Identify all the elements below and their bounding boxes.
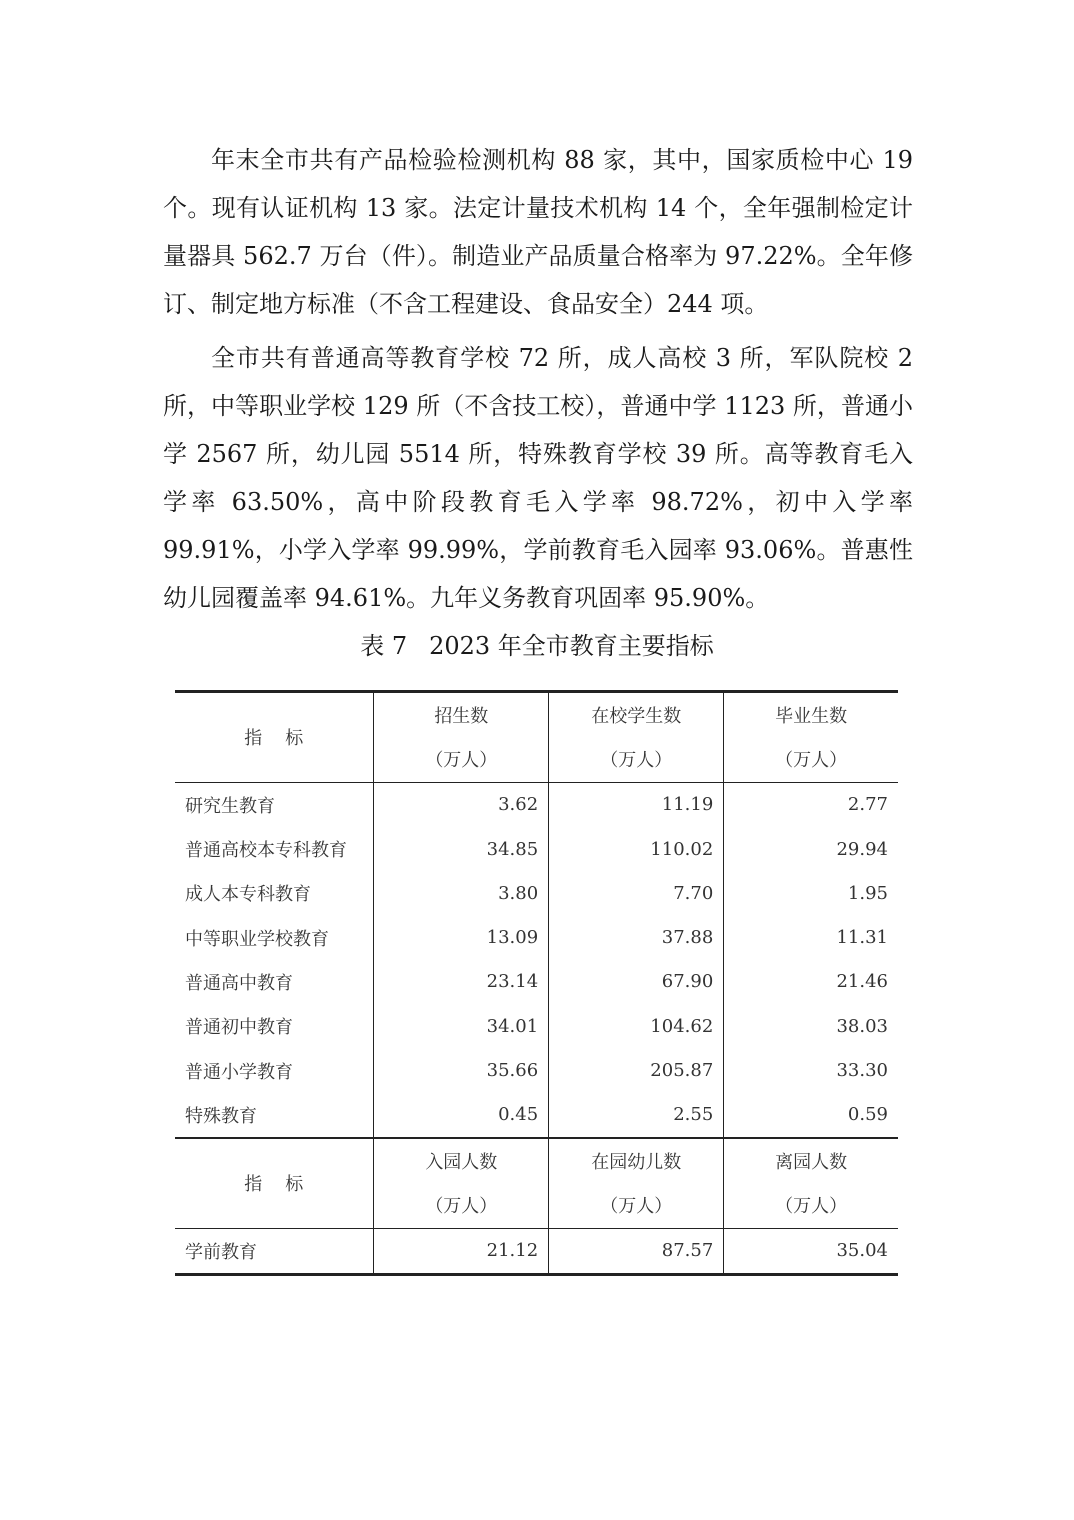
row-label: 普通小学教育 — [185, 1061, 293, 1083]
cell-value: 2.77 — [724, 782, 898, 827]
cell-value: 104.62 — [549, 1004, 724, 1048]
table-row — [175, 1048, 898, 1092]
cell-value: 21.46 — [724, 960, 898, 1004]
index-header: 指 标 — [175, 692, 374, 783]
table-row — [175, 960, 898, 1004]
table-row — [175, 782, 898, 827]
cell-value: 35.66 — [374, 1048, 549, 1092]
cell-value: 34.01 — [374, 1004, 549, 1048]
table-row — [175, 1093, 898, 1138]
header-row — [175, 1138, 898, 1183]
cell-value: 35.04 — [724, 1228, 898, 1274]
cell-value: 38.03 — [724, 1004, 898, 1048]
column-header: 离园人数 — [724, 1138, 898, 1183]
table-row — [175, 871, 898, 915]
row-label: 普通高中教育 — [185, 972, 293, 994]
cell-value: 0.45 — [374, 1093, 549, 1138]
column-header: 毕业生数 — [724, 692, 898, 738]
cell-value: 23.14 — [374, 960, 549, 1004]
unit-label: （万人） — [374, 1183, 549, 1228]
row-label: 中等职业学校教育 — [185, 928, 329, 950]
index-header: 指 标 — [175, 1138, 374, 1228]
cell-value: 110.02 — [549, 827, 724, 871]
cell-value: 21.12 — [374, 1228, 549, 1274]
unit-label: （万人） — [549, 1183, 724, 1228]
row-label: 特殊教育 — [175, 1093, 374, 1138]
column-header: 在校学生数 — [549, 692, 724, 738]
column-header: 在园幼儿数 — [549, 1138, 724, 1183]
cell-value: 87.57 — [549, 1228, 724, 1274]
table-row — [175, 827, 898, 871]
row-label: 学前教育 — [175, 1228, 374, 1274]
cell-value: 1.95 — [724, 871, 898, 915]
cell-value: 37.88 — [549, 915, 724, 959]
cell-value: 29.94 — [724, 827, 898, 871]
cell-value: 205.87 — [549, 1048, 724, 1092]
row-label: 成人本专科教育 — [185, 884, 311, 906]
table-number: 表 7 — [360, 632, 408, 660]
cell-value: 7.70 — [549, 871, 724, 915]
row-label: 普通初中教育 — [185, 1017, 293, 1039]
cell-value: 3.80 — [374, 871, 549, 915]
cell-value: 11.31 — [724, 915, 898, 959]
table-caption — [0, 628, 1074, 664]
cell-value: 67.90 — [549, 960, 724, 1004]
education-table — [175, 690, 898, 1276]
cell-value: 33.30 — [724, 1048, 898, 1092]
cell-value: 3.62 — [374, 782, 549, 827]
cell-value: 2.55 — [549, 1093, 724, 1138]
table-row — [175, 915, 898, 959]
table-row — [175, 1004, 898, 1048]
unit-label: （万人） — [724, 1183, 898, 1228]
row-label: 研究生教育 — [185, 795, 275, 817]
paragraph-quality-inspection: 年末全市共有产品检验检测机构 88 家，其中，国家质检中心 19 个。现有认证机构 13 家。法定计量技术机构 14 个，全年强制检定计量器具 562.7 万台（件）。制造业产品质量合格率为 97.22%。全年修订、制定地方标准（不含工程建设、食品安全）244 项。 — [163, 146, 913, 318]
table-row — [175, 1228, 898, 1274]
row-label: 普通高校本专科教育 — [185, 840, 347, 862]
cell-value: 13.09 — [374, 915, 549, 959]
cell-value: 0.59 — [724, 1093, 898, 1138]
unit-label: （万人） — [724, 737, 898, 782]
header-row — [175, 692, 898, 738]
column-header: 入园人数 — [374, 1138, 549, 1183]
column-header: 招生数 — [374, 692, 549, 738]
cell-value: 11.19 — [549, 782, 724, 827]
cell-value: 34.85 — [374, 827, 549, 871]
table-title: 2023 年全市教育主要指标 — [429, 632, 714, 660]
unit-label: （万人） — [549, 737, 724, 782]
paragraph-education: 全市共有普通高等教育学校 72 所，成人高校 3 所，军队院校 2 所，中等职业学校 129 所（不含技工校），普通中学 1123 所，普通小学 2567 所，幼儿园 5514 所，特殊教育学校 39 所。高等教育毛入学率 63.50%，高中阶段教育毛入学率 98.72%，初中入学率 99.91%，小学入学率 99.99%，学前教育毛入园率 93.06%。普惠性幼儿园覆盖率 94.61%。九年义务教育巩固率 95.90%。 — [163, 344, 913, 612]
unit-label: （万人） — [374, 737, 549, 782]
